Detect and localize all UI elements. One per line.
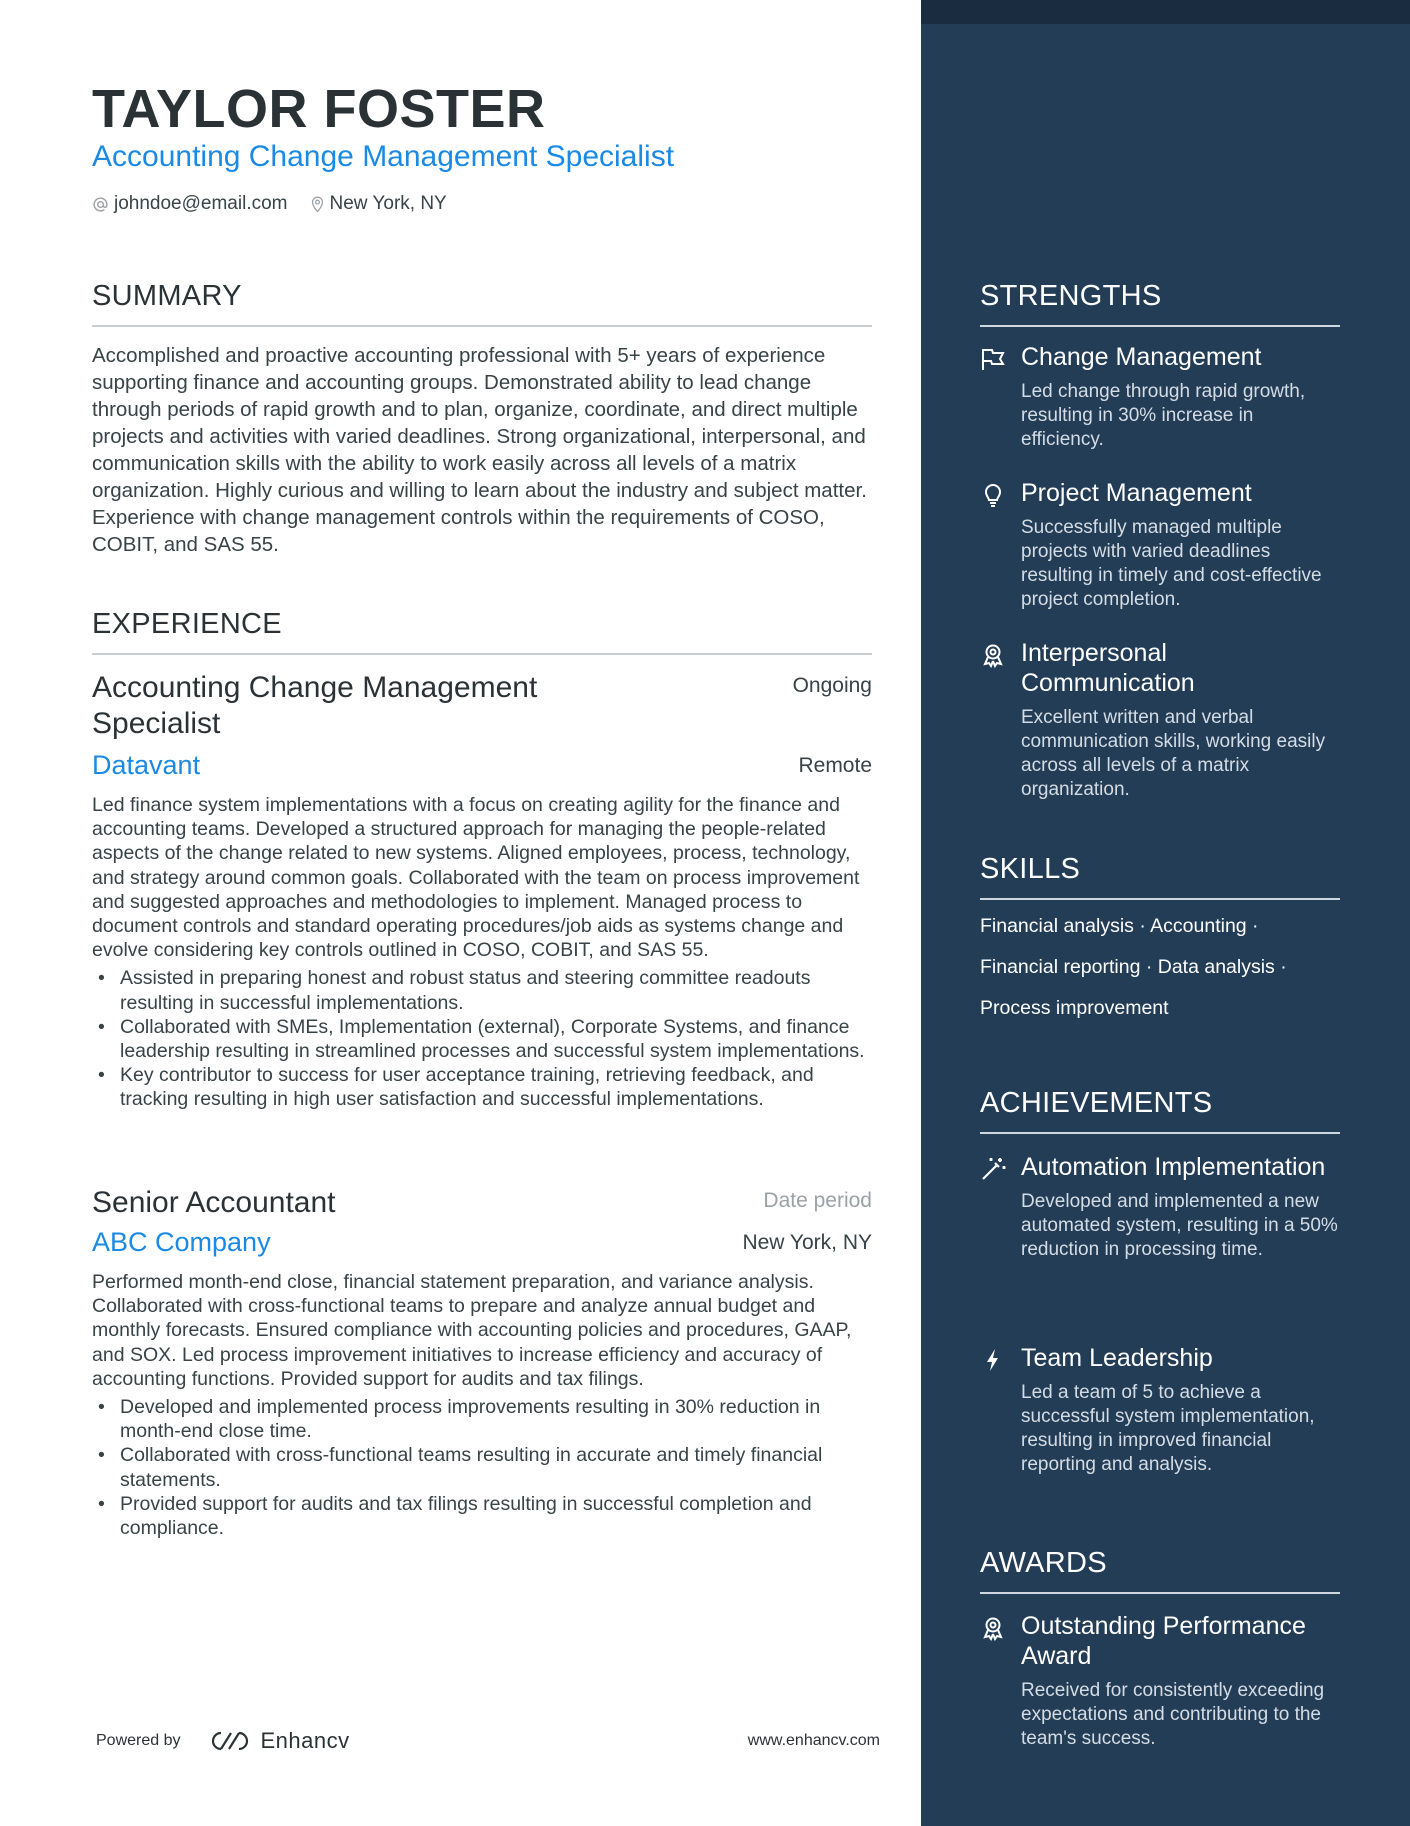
strength-description: Excellent written and verbal communication skills, working easily across all levels of a matrix organization. — [1021, 707, 1326, 800]
skills-line: Financial reporting · Data analysis · — [980, 956, 1287, 978]
strength-item — [980, 638, 1340, 802]
email-text: johndoe@email.com — [114, 193, 288, 214]
email-contact[interactable] — [92, 193, 288, 215]
skills-heading: SKILLS — [980, 853, 1340, 900]
job-description: Led finance system implementations with a focus on creating agility for the finance and accounting teams. Developed a structured approach for managing the people-related aspects of the change related to new systems. Aligned employees, process, technology, and strategy around common goals. Collaborated with the team on process improvement and suggested approaches and methodologies to implement. Managed process to document controls and standard operating procedures/job aids as systems change and evolve considering key controls outlined in COSO, COBIT, and SAS 55. — [92, 794, 860, 962]
achievement-bullet: • Key contributor to success for user acceptance training, retrieving feedback, and tracking resulting in high user satisfaction and successful implementations. — [92, 1063, 872, 1111]
sidebar — [921, 0, 1410, 1826]
powered-by-label: Powered by — [96, 1732, 181, 1749]
achievement-item — [980, 1343, 1340, 1477]
achievement-bullet: • Collaborated with cross-functional teams resulting in accurate and timely financial statements. — [92, 1443, 872, 1491]
website-link[interactable]: www.enhancv.com — [747, 1732, 880, 1749]
strength-item — [980, 342, 1340, 452]
candidate-name: TAYLOR FOSTER — [92, 79, 546, 139]
achievement-description: Led a team of 5 to achieve a successful system implementation, resulting in improved financial reporting and analysis. — [1021, 1382, 1315, 1475]
award-icon — [980, 1615, 1006, 1641]
job-location: New York, NY — [742, 1230, 872, 1254]
magic-wand-icon — [980, 1156, 1006, 1182]
job-entry — [92, 1185, 872, 1540]
skills-list — [980, 915, 1340, 1038]
brand-name: Enhancv — [260, 1728, 350, 1753]
summary-heading: SUMMARY — [92, 280, 872, 327]
award-description: Received for consistently exceeding expectations and contributing to the team's success. — [1021, 1680, 1325, 1749]
achievement-item — [980, 1152, 1340, 1262]
lightning-icon — [980, 1347, 1006, 1373]
sidebar-top-strip — [921, 0, 1410, 24]
lightbulb-icon — [980, 482, 1006, 508]
location-text: New York, NY — [329, 193, 447, 214]
achievement-title: Team Leadership — [1021, 1344, 1213, 1372]
company-name: Datavant — [92, 750, 201, 780]
strength-title: Interpersonal Communication — [1021, 639, 1195, 697]
award-item — [980, 1611, 1340, 1751]
award-icon — [980, 642, 1006, 668]
achievement-bullet: • Collaborated with SMEs, Implementation (external), Corporate Systems, and finance leadership resulting in streamlined processes and successful system implementations. — [92, 1015, 872, 1063]
achievement-bullet: • Assisted in preparing honest and robust status and steering committee readouts resulting in successful implementations. — [92, 966, 872, 1014]
skills-line: Financial analysis · Accounting · — [980, 915, 1259, 937]
job-description: Performed month-end close, financial statement preparation, and variance analysis. Collaborated with cross-functional teams to prepare and analyze annual budget and monthly forecasts. Ensured compliance with accounting policies and procedures, GAAP, and SOX. Led process improvement initiatives to increase efficiency and accuracy of accounting functions. Provided support for audits and tax filings. — [92, 1271, 852, 1390]
achievement-bullet: • Developed and implemented process improvements resulting in 30% reduction in month-end close time. — [92, 1395, 872, 1443]
job-date: Date period — [763, 1189, 872, 1212]
awards-heading: AWARDS — [980, 1547, 1340, 1594]
summary-text: Accomplished and proactive accounting professional with 5+ years of experience supporting finance and accounting groups. Demonstrated ability to lead change through periods of rapid growth and to plan, organize, coordinate, and direct multiple projects and activities with varied deadlines. Strong organizational, interpersonal, and communication skills with the ability to work easily across all levels of a matrix organization. Highly curious and willing to learn about the industry and subject matter. Experience with change management controls within the requirements of COSO, COBIT, and SAS 55. — [92, 344, 867, 556]
strengths-heading: STRENGTHS — [980, 280, 1340, 327]
powered-by — [96, 1728, 350, 1754]
achievements-heading: ACHIEVEMENTS — [980, 1087, 1340, 1134]
company-name: ABC Company — [92, 1227, 271, 1257]
footer — [96, 1728, 880, 1754]
job-title: Senior Accountant — [92, 1186, 336, 1219]
job-location: Remote — [798, 753, 872, 777]
experience-heading: EXPERIENCE — [92, 608, 872, 655]
flag-icon — [980, 346, 1006, 372]
location-pin-icon — [310, 195, 325, 213]
strength-title: Project Management — [1021, 479, 1252, 507]
location-contact — [310, 193, 447, 215]
enhancv-logo-icon — [207, 1729, 253, 1753]
job-achievements — [92, 966, 872, 1111]
achievement-title: Automation Implementation — [1021, 1153, 1326, 1181]
job-entry — [92, 670, 872, 1112]
skills-line: Process improvement — [980, 997, 1169, 1019]
enhancv-logo[interactable] — [207, 1728, 350, 1754]
candidate-title: Accounting Change Management Specialist — [92, 140, 675, 173]
award-title: Outstanding Performance Award — [1021, 1612, 1306, 1670]
strength-item — [980, 478, 1340, 612]
job-achievements — [92, 1395, 872, 1540]
strength-description: Successfully managed multiple projects with varied deadlines resulting in timely and cost-effective project completion. — [1021, 517, 1322, 610]
strength-title: Change Management — [1021, 343, 1262, 371]
strength-description: Led change through rapid growth, resulting in 30% increase in efficiency. — [1021, 381, 1306, 450]
at-icon — [92, 196, 109, 213]
job-title: Accounting Change Management Specialist — [92, 671, 538, 740]
contact-info — [92, 193, 469, 215]
achievement-bullet: • Provided support for audits and tax filings resulting in successful completion and compliance. — [92, 1492, 872, 1540]
achievement-description: Developed and implemented a new automated system, resulting in a 50% reduction in processing time. — [1021, 1191, 1338, 1260]
job-date: Ongoing — [792, 674, 872, 697]
